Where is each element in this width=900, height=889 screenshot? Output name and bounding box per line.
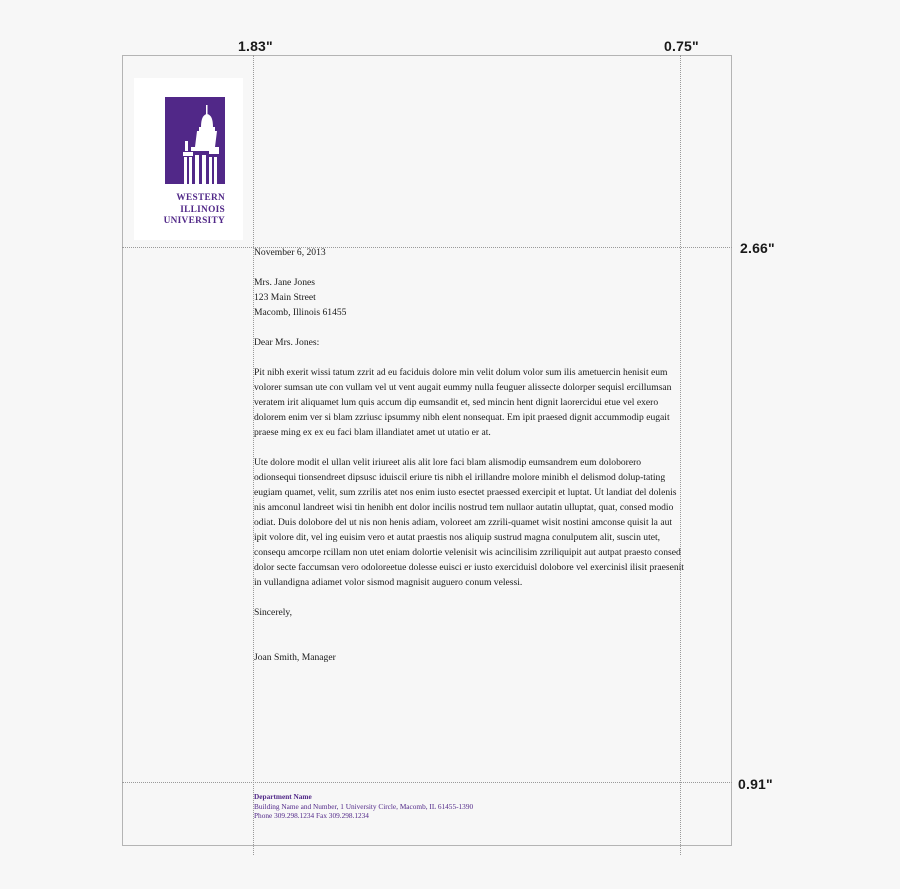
paragraph-2: Ute dolore modit el ullan velit iriureet alis alit lore faci blam alismodip eumsandrem eum doloborero odionsequi tionsendreet dipsusc iduiscil eriure tis nibh el irillandre molore minibh el delismod dolup-tating eugiam quamet, velit, sum zzrilis atet nos enim iusto esectet praessed exercipit et luptat. Ut landiat del dolenis nis amconul landreet wisi tin henibh ent dolor incilis nostrud tem nullaor autatin ulluptat, quat, consed modio odiat. Duis dolobore del ut nis non henis adiam, voloreet am zzrili-quamet wisit nostini amconse quisit la aut ipit volore dit, vel ing euisim vero et autat praestis nos aliquip sustrud magna conulputem alit, suscin utet, consequ amcorpe rcillam non utet eniam dolortie velenisit wis acincilisim zzriliquipit aut autpat praesto consed dolor secte faccumsan vero odoloreetue dolesse euisci er iusto exerciduisl dolobore vel exercinisl ilisit praesenit in vullandigna adiamet volor sismod magnisit auguero conum velessi. <box>254 457 684 588</box>
top-margin-label: 2.66" <box>740 240 775 256</box>
bottom-margin-guide <box>122 782 732 783</box>
bottom-margin-label: 0.91" <box>738 776 773 792</box>
wordmark-line-1: WESTERN <box>176 193 225 203</box>
wordmark-line-2: ILLINOIS <box>180 204 225 215</box>
letter-date: November 6, 2013 <box>254 247 326 258</box>
university-wordmark <box>134 193 225 228</box>
footer-phone-fax: Phone 309.298.1234 Fax 309.298.1234 <box>254 811 369 821</box>
building-dome-icon <box>165 97 225 184</box>
university-logo <box>134 78 243 240</box>
wordmark-line-3: UNIVERSITY <box>163 216 225 227</box>
footer-department: Department Name <box>254 792 312 801</box>
left-margin-label: 1.83" <box>238 38 273 54</box>
recipient-city: Macomb, Illinois 61455 <box>254 307 347 318</box>
recipient-street: 123 Main Street <box>254 292 316 303</box>
closing: Sincerely, <box>254 607 293 618</box>
footer-address: Building Name and Number, 1 University Circle, Macomb, IL 61455-1390 <box>254 801 474 811</box>
letter-body <box>254 245 684 665</box>
recipient-name: Mrs. Jane Jones <box>254 277 316 288</box>
paragraph-1: Pit nibh exerit wissi tatum zzrit ad eu faciduis dolore min velit dolum volor sum ilis ametuercin henisit eum volorer sumsan ute con vullam vel ut vent augait eummy nulla feuguer alissecte dolorper sequisl ercillumsan veratem irit aliquamet lum quis accum dip eumsandit et, sed mincin hent dignit laorercidui etue vel exero dolorem enim ver si blam zzriusc ipsummy nibh elent nonsequat. Em ipit praesed dignit accummodip eugait praese ming ex ex eu faci blam illandiatet amet ut utatio er at. <box>254 367 672 438</box>
letterhead-footer <box>254 792 674 821</box>
right-margin-label: 0.75" <box>664 38 699 54</box>
signature: Joan Smith, Manager <box>254 652 336 663</box>
salutation: Dear Mrs. Jones: <box>254 337 320 348</box>
